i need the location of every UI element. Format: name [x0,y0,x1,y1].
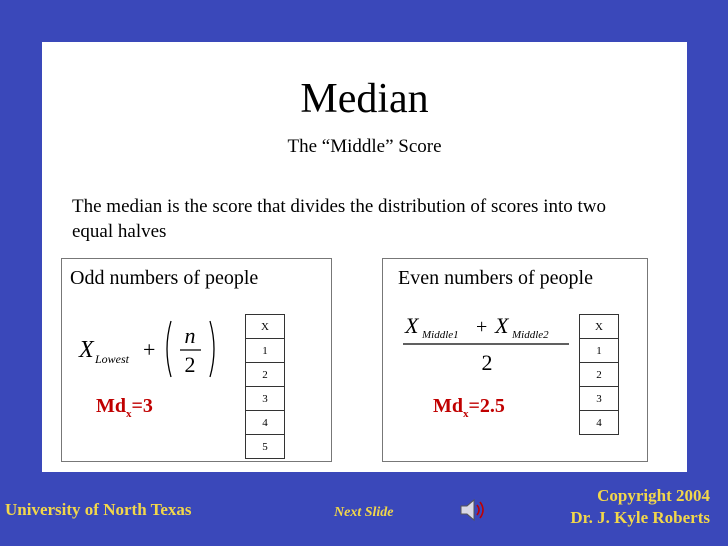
table-cell: 1 [580,339,619,363]
even-median-result: $Md_x=2.5$ [433,395,505,420]
formula-denominator: 2 [184,352,196,377]
median-definition: The median is the score that divides the distribution of scores into two equal halves [72,196,607,242]
even-numbers-panel [382,258,648,462]
table-cell: 4 [246,411,285,435]
formula-numerator: n [184,323,196,348]
table-header: X [246,315,285,339]
formula-plus: + [476,316,488,338]
odd-numbers-panel [61,258,332,462]
table-cell: 3 [580,387,619,411]
table-cell: 2 [580,363,619,387]
even-median-formula [403,311,573,373]
table-header: X [580,315,619,339]
odd-panel-title: Odd numbers of people [70,267,259,289]
formula-plus: + [143,337,156,362]
table-cell: 5 [246,435,285,459]
author-name: Dr. J. Kyle Roberts [570,508,710,527]
university-name: University of North Texas [5,500,192,519]
next-slide-link[interactable]: Next Slide [334,505,394,520]
copyright-block [570,485,710,529]
slide-title: Median [300,76,429,122]
formula-sub: Lowest [95,352,130,366]
odd-median-result: $Md_x=3$ [96,395,153,420]
formula-sub2: Middle2 [512,329,549,341]
odd-median-formula [77,307,237,379]
slide-subtitle: The “Middle” Score [287,136,442,157]
table-cell: 3 [246,387,285,411]
even-scores-table [579,314,619,435]
table-cell: 1 [246,339,285,363]
even-panel-title: Even numbers of people [398,267,593,289]
formula-var: X [79,337,94,363]
formula-sub1: Middle1 [422,329,459,341]
formula-var1: X [405,313,419,338]
table-cell: 2 [246,363,285,387]
formula-denominator: 2 [481,350,493,373]
slide-content [42,42,687,472]
speaker-icon[interactable] [458,496,490,524]
formula-var2: X [495,313,509,338]
table-cell: 4 [580,411,619,435]
odd-scores-table [245,314,285,459]
copyright-text: Copyright 2004 [597,486,710,505]
